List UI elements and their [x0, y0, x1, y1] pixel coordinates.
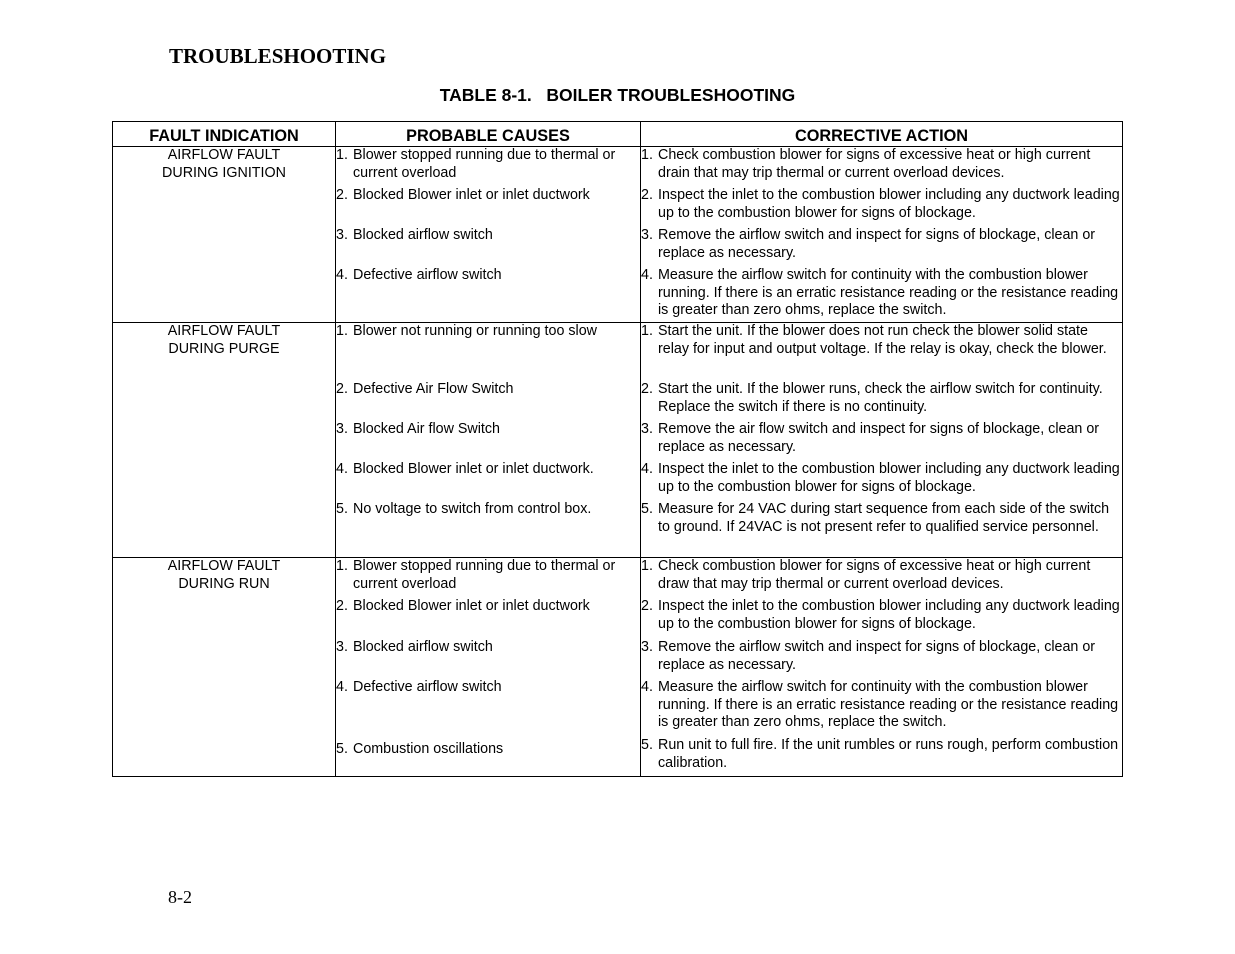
action-item	[641, 598, 1122, 639]
action-item	[641, 147, 1122, 187]
item-number: 3.	[336, 639, 348, 655]
cause-item	[336, 227, 640, 267]
header-fault-indication: FAULT INDICATION	[113, 122, 336, 147]
item-number: 3.	[641, 421, 653, 437]
item-number: 5.	[336, 741, 348, 757]
action-text: Measure the airflow switch for continuity with the combustion blower running. If there is an erratic resistance reading or the resistance reading is greater than zero ohms, replace the switch.	[658, 267, 1119, 319]
item-number: 5.	[336, 501, 348, 517]
corrective-action-cell	[641, 147, 1123, 323]
action-item	[641, 267, 1122, 322]
cause-text: Blocked Blower inlet or inlet ductwork.	[353, 461, 594, 477]
item-number: 3.	[641, 227, 653, 243]
item-number: 2.	[641, 598, 653, 614]
action-text: Start the unit. If the blower runs, check the airflow switch for continuity. Replace the switch if there is no continuity.	[658, 381, 1103, 415]
action-text: Start the unit. If the blower does not run check the blower solid state relay for input and output voltage. If the relay is okay, check the blower.	[658, 323, 1107, 357]
item-number: 4.	[641, 461, 653, 477]
action-text: Measure the airflow switch for continuity with the combustion blower running. If there is an erratic resistance reading or the resistance reading is greater than zero ohms, replace the switch.	[658, 679, 1119, 731]
item-number: 3.	[641, 639, 653, 655]
fault-indication-cell	[113, 147, 336, 323]
table-title: TABLE 8-1. BOILER TROUBLESHOOTING	[439, 85, 796, 105]
action-item	[641, 187, 1122, 227]
item-number: 5.	[641, 501, 653, 517]
corrective-action-cell	[641, 323, 1123, 558]
action-item	[641, 323, 1122, 381]
cause-item	[336, 501, 640, 557]
item-number: 1.	[641, 147, 653, 163]
item-number: 2.	[641, 381, 653, 397]
fault-indication-cell	[113, 323, 336, 558]
header-probable-causes: PROBABLE CAUSES	[336, 122, 641, 147]
cause-text: No voltage to switch from control box.	[353, 501, 592, 517]
fault-indication-line: DURING PURGE	[168, 340, 280, 357]
cause-text: Blocked Blower inlet or inlet ductwork	[353, 187, 590, 203]
action-text: Inspect the inlet to the combustion blower including any ductwork leading up to the combustion blower for signs of blockage.	[658, 187, 1120, 221]
action-text: Remove the air flow switch and inspect for signs of blockage, clean or replace as necessary.	[658, 421, 1100, 455]
action-item	[641, 421, 1122, 461]
item-number: 1.	[336, 147, 348, 163]
action-text: Remove the airflow switch and inspect for signs of blockage, clean or replace as necessary.	[658, 639, 1096, 673]
cause-text: Blocked airflow switch	[353, 639, 493, 655]
cause-item	[336, 598, 640, 639]
item-number: 3.	[336, 227, 348, 243]
action-text: Inspect the inlet to the combustion blower including any ductwork leading up to the combustion blower for signs of blockage.	[658, 461, 1120, 495]
action-item	[641, 679, 1122, 737]
cause-text: Blocked Air flow Switch	[353, 421, 500, 437]
action-item	[641, 737, 1122, 776]
cause-item	[336, 679, 640, 741]
action-item	[641, 227, 1122, 267]
action-text: Remove the airflow switch and inspect for signs of blockage, clean or replace as necessary.	[658, 227, 1096, 261]
probable-causes-cell	[336, 323, 641, 558]
fault-indication-line: AIRFLOW FAULT	[167, 147, 281, 163]
probable-causes-cell	[336, 147, 641, 323]
header-corrective-action: CORRECTIVE ACTION	[641, 122, 1123, 147]
cause-item	[336, 558, 640, 598]
fault-indication-line: AIRFLOW FAULT	[167, 558, 281, 574]
action-text: Measure for 24 VAC during start sequence from each side of the switch to ground. If 24VAC is not present refer to qualified service personnel.	[658, 501, 1110, 535]
fault-indication-cell	[113, 558, 336, 777]
action-item	[641, 639, 1122, 679]
troubleshooting-table	[112, 121, 1123, 777]
item-number: 4.	[641, 267, 653, 283]
item-number: 4.	[336, 267, 348, 283]
item-number: 3.	[336, 421, 348, 437]
item-number: 4.	[336, 461, 348, 477]
cause-text: Defective airflow switch	[353, 679, 502, 695]
cause-item	[336, 461, 640, 501]
action-text: Check combustion blower for signs of excessive heat or high current drain that may trip thermal or current overload devices.	[658, 147, 1091, 181]
section-heading: TROUBLESHOOTING	[169, 44, 387, 68]
cause-text: Defective airflow switch	[353, 267, 502, 283]
cause-item	[336, 323, 640, 381]
fault-indication-line: DURING IGNITION	[162, 164, 286, 181]
cause-text: Blower not running or running too slow	[353, 323, 597, 339]
corrective-action-cell	[641, 558, 1123, 777]
item-number: 1.	[641, 558, 653, 574]
item-number: 2.	[336, 381, 348, 397]
cause-item	[336, 381, 640, 421]
fault-indication-line: AIRFLOW FAULT	[167, 323, 281, 339]
cause-text: Blower stopped running due to thermal or current overload	[353, 147, 616, 181]
table-row	[113, 558, 1123, 777]
action-text: Inspect the inlet to the combustion blower including any ductwork leading up to the combustion blower for signs of blockage.	[658, 598, 1120, 632]
action-text: Run unit to full fire. If the unit rumbles or runs rough, perform combustion calibration.	[658, 737, 1119, 771]
action-item	[641, 501, 1122, 557]
item-number: 4.	[641, 679, 653, 695]
item-number: 2.	[336, 598, 348, 614]
action-item	[641, 461, 1122, 501]
item-number: 1.	[336, 558, 348, 574]
page-number: 8-2	[168, 887, 192, 907]
cause-text: Blocked Blower inlet or inlet ductwork	[353, 598, 590, 614]
cause-item	[336, 267, 640, 322]
cause-item	[336, 421, 640, 461]
cause-text: Defective Air Flow Switch	[353, 381, 514, 397]
cause-item	[336, 147, 640, 187]
action-item	[641, 558, 1122, 598]
cause-text: Combustion oscillations	[353, 741, 504, 757]
table-row	[113, 147, 1123, 323]
cause-item	[336, 639, 640, 679]
action-item	[641, 381, 1122, 421]
item-number: 2.	[336, 187, 348, 203]
item-number: 5.	[641, 737, 653, 753]
action-text: Check combustion blower for signs of excessive heat or high current draw that may trip thermal or current overload devices.	[658, 558, 1091, 592]
fault-indication-line: DURING RUN	[178, 575, 270, 592]
probable-causes-cell	[336, 558, 641, 777]
item-number: 2.	[641, 187, 653, 203]
table-row	[113, 323, 1123, 558]
cause-item	[336, 187, 640, 227]
table-header-row	[113, 122, 1123, 147]
cause-text: Blower stopped running due to thermal or current overload	[353, 558, 616, 592]
item-number: 4.	[336, 679, 348, 695]
item-number: 1.	[336, 323, 348, 339]
cause-text: Blocked airflow switch	[353, 227, 493, 243]
cause-item	[336, 741, 640, 776]
item-number: 1.	[641, 323, 653, 339]
